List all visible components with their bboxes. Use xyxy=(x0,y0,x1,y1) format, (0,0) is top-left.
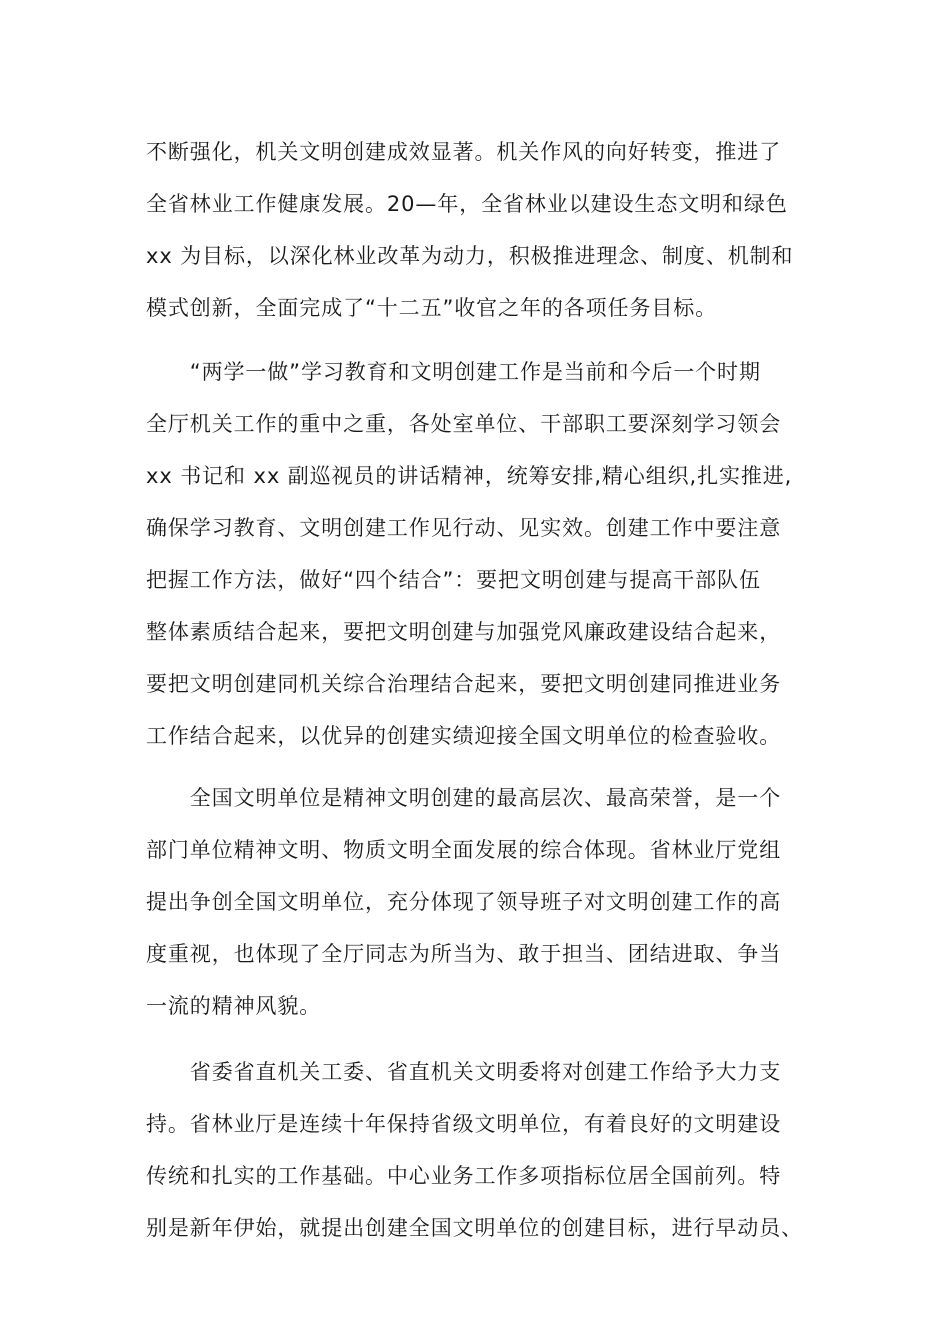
paragraph-4 xyxy=(146,1046,806,1254)
paragraph-1 xyxy=(146,126,806,334)
paragraph-spacing xyxy=(146,334,806,346)
text-line: 全国文明单位是精神文明创建的最高层次、最高荣誉，是一个 xyxy=(146,786,782,810)
text-line: xx 为目标，以深化林业改革为动力，积极推进理念、制度、机制和 xyxy=(146,244,794,268)
paragraph-3 xyxy=(146,772,806,1032)
document-body xyxy=(146,126,806,1254)
text-line: 确保学习教育、文明创建工作见行动、见实效。创建工作中要注意 xyxy=(146,516,782,540)
text-line: 别是新年伊始，就提出创建全国文明单位的创建目标，进行早动员、 xyxy=(146,1216,803,1240)
text-line: 省委省直机关工委、省直机关文明委将对创建工作给予大力支 xyxy=(146,1060,782,1084)
text-line: 模式创新，全面完成了“十二五”收官之年的各项任务目标。 xyxy=(146,296,718,320)
text-line: 把握工作方法，做好“四个结合”：要把文明创建与提高干部队伍 xyxy=(146,568,761,592)
paragraph-2 xyxy=(146,346,806,762)
paragraph-spacing xyxy=(146,762,806,772)
text-line: 整体素质结合起来，要把文明创建与加强党风廉政建设结合起来， xyxy=(146,620,782,644)
text-line: 部门单位精神文明、物质文明全面发展的综合体现。省林业厅党组 xyxy=(146,838,782,862)
text-line: 持。省林业厅是连续十年保持省级文明单位，有着良好的文明建设 xyxy=(146,1112,782,1136)
text-line: 不断强化，机关文明创建成效显著。机关作风的向好转变，推进了 xyxy=(146,140,782,164)
text-line: “两学一做”学习教育和文明创建工作是当前和今后一个时期 xyxy=(146,360,761,384)
text-line: 要把文明创建同机关综合治理结合起来，要把文明创建同推进业务 xyxy=(146,672,782,696)
text-line: 全厅机关工作的重中之重，各处室单位、干部职工要深刻学习领会 xyxy=(146,412,782,436)
text-line: 提出争创全国文明单位，充分体现了领导班子对文明创建工作的高 xyxy=(146,890,782,914)
text-line: xx 书记和 xx 副巡视员的讲话精神，统筹安排,精心组织,扎实推进, xyxy=(146,464,793,488)
text-line: 一流的精神风貌。 xyxy=(146,994,322,1018)
text-line: 度重视，也体现了全厅同志为所当为、敢于担当、团结进取、争当 xyxy=(146,942,782,966)
text-line: 全省林业工作健康发展。20—年，全省林业以建设生态文明和绿色 xyxy=(146,192,788,216)
text-line: 传统和扎实的工作基础。中心业务工作多项指标位居全国前列。特 xyxy=(146,1164,782,1188)
paragraph-spacing xyxy=(146,1032,806,1046)
text-line: 工作结合起来，以优异的创建实绩迎接全国文明单位的检查验收。 xyxy=(146,724,782,748)
